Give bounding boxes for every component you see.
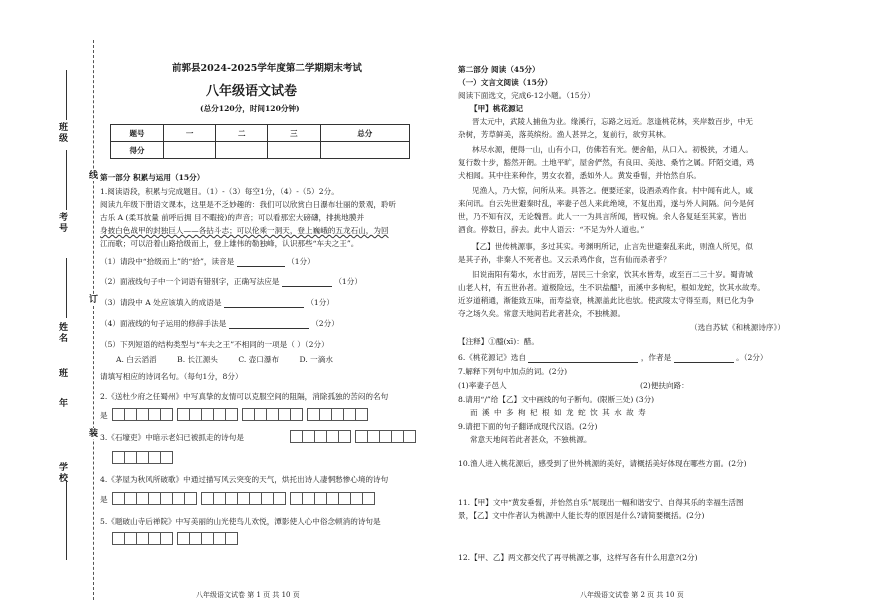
page-footer-left: 八年级语文试卷 第 1 页 共 10 页 [196, 591, 300, 599]
score-input[interactable] [164, 142, 216, 159]
question-9: 9.请把下面的句子翻译成现代汉语。(2分) [458, 422, 598, 431]
passage-jia-title: 【甲】桃花源记 [470, 104, 524, 113]
question-text: ，作者是 [640, 353, 672, 362]
question-3: 3.《石壕吏》中暗示老妇已被抓走的诗句是 [100, 433, 244, 442]
option-b[interactable]: B. 长江源头 [177, 355, 218, 364]
subquestion-text: （4）面液线的句子运用的修辞手法是 [100, 319, 227, 328]
score-input[interactable] [268, 142, 320, 159]
question-11-line: 景，【乙】文中作者认为桃源中人能长寿的原因是什么?请简要概括。(2分) [458, 511, 705, 520]
question-9-text: 常意天地间若此者甚众，不独桃源。 [470, 435, 592, 444]
answer-blank[interactable] [224, 299, 304, 308]
answer-grid[interactable] [112, 532, 237, 545]
passage-jia-line: 晋太元中，武陵人捕鱼为业。缘溪行，忘路之远近。忽逢桃花林，夹岸数百步，中无 [472, 117, 753, 126]
sidebar-label-school: 学校 [57, 462, 67, 484]
sidebar-label-grade: 年 [57, 398, 67, 409]
question-4: 4.《茅屋为秋风所破歌》中通过描写风云突变的天气，烘托出诗人凄惘愁惨心境的诗句 [100, 475, 389, 484]
answer-grid[interactable] [112, 408, 367, 421]
part2-subheading: （一）文言文阅读（15分） [458, 78, 553, 87]
passage-line: 江而歌；可以沿着山路拾级而上，登上雄伟的勒独峰，认识那些“车夫之王”。 [100, 239, 359, 248]
passage-jia-line: 酒食。停数日，辞去。此中人语云：“不足为外人道也。” [458, 225, 645, 234]
passage-yi-line: 山老人村，有五世孙者。道极险远，生不识盐醯¹，而溪中多枸杞，根如龙蛇，饮其水故寿。 [458, 283, 765, 292]
question-11-line: 11.【甲】文中“黄发垂髫，并怡然自乐”展现出一幅和谐安宁、自得其乐的幸福生活图 [458, 498, 744, 507]
answer-grid[interactable] [112, 492, 374, 505]
sidebar-label-exam-no: 考号 [57, 212, 67, 234]
subquestion-text: （2）面液线句子中一个词语有错别字，正确写法应是 [100, 277, 280, 286]
subquestion-score: （2分） [311, 319, 339, 328]
passage-jia-line: 复行数十步，豁然开朗。土地平旷，屋舍俨然，有良田、美池、桑竹之属。阡陌交通，鸡 [458, 158, 755, 167]
score-cell: 三 [268, 125, 320, 142]
answer-blank[interactable] [674, 354, 734, 363]
binding-mark-ding: 订 [87, 294, 97, 305]
passage-line: 古乐 A (柔耳放量 前呼后拥 目不暇接)的声音；可以看那宏大磅礴，排挑地膜并 [100, 213, 365, 222]
passage-yi-line: 夺之场久矣。常意天地间若此者甚众，不独桃源。 [458, 309, 626, 318]
score-input[interactable] [216, 142, 268, 159]
passage-jia-line: 见渔人，乃大惊，问所从来。具答之。便要还家，设酒杀鸡作食。村中闻有此人，咸 [472, 186, 753, 195]
answer-blank[interactable] [282, 278, 332, 287]
binding-mark-zhuang: 装 [87, 428, 97, 439]
sidebar-label-class: 班级 [57, 122, 67, 144]
passage-line: 阅读九年级下册语文课本，这里是不乏妙趣的：我们可以欣赏白日瀑布壮丽的景观，聆听 [100, 200, 397, 209]
subquestion-text: （1）请段中“拾级而上”的“拾”，读音是 [100, 257, 235, 266]
subquestion-2 [100, 276, 362, 287]
part2-heading: 第二部分 阅读（45分） [458, 65, 540, 74]
question-7a: (1)率妻子邑人 [458, 381, 507, 390]
question-6 [458, 352, 767, 363]
subquestion-3 [100, 297, 334, 308]
score-cell: 二 [216, 125, 268, 142]
answer-grid[interactable] [112, 451, 172, 464]
poetry-instruction: 请填写相应的诗词名句。（每句1分，8分） [100, 372, 243, 381]
score-cell: 总分 [320, 125, 409, 142]
score-cell: 题号 [111, 125, 164, 142]
score-table [110, 124, 410, 159]
exam-title: 前郭县2024-2025学年度第二学期期末考试 [172, 63, 362, 74]
question-7b: (2)便扶向路： [640, 381, 689, 390]
subquestion-score: （1分） [306, 298, 334, 307]
paper-title: 八年级语文试卷 [206, 84, 298, 99]
page-footer-right: 八年级语文试卷 第 2 页 共 10 页 [580, 591, 684, 599]
question-4-end: 是 [100, 495, 108, 504]
passage-jia-line: 来问讯。自云先世避秦时乱，率妻子邑人来此绝境，不复出焉，遂与外人间隔。问今是何 [458, 199, 755, 208]
passage-yi-line: 近岁道稍通，渐能致五味，而寿益衰，桃源盖此比也欤。使武陵太守得至焉，则已化为争 [458, 296, 755, 305]
score-input[interactable] [320, 142, 409, 159]
option-d[interactable]: D. 一滴水 [299, 355, 333, 364]
score-cell: 得分 [111, 142, 164, 159]
part2-instruction: 阅读下面选文，完成6-12小题。（15分） [458, 91, 595, 100]
passage-source: （选自苏轼《和桃源诗序》） [690, 323, 785, 332]
part1-heading: 第一部分 积累与运用（15分） [100, 173, 205, 182]
question-8: 8.请用“/”给【乙】文中画线的句子断句。(限断三处) (3分) [458, 395, 655, 404]
question-2: 2.《送杜少府之任蜀州》中写真挚的友情可以克服空间的阻隔，消除孤独的苦闷的名句 [100, 392, 389, 401]
score-cell: 一 [164, 125, 216, 142]
sidebar-label-class-no: 班 [57, 368, 67, 379]
sidebar-blank-exam-no [66, 150, 67, 210]
question-score: 。（2分） [736, 353, 768, 362]
subquestion-5: （5）下列短语的结构类型与“车夫之王”不相同的一项是（ ）（2分） [100, 340, 329, 349]
answer-grid[interactable] [290, 430, 415, 443]
binding-line [93, 40, 94, 600]
question-12: 12.【甲、乙】两文都交代了再寻桃源之事，这样写各有什么用意?(2分) [458, 553, 698, 562]
question-5: 5.《题破山寺后禅院》中写美丽的山光使鸟儿欢悦，潭影使人心中俗念顿消的诗句是 [100, 517, 381, 526]
sidebar-blank-class [66, 70, 67, 120]
binding-mark-xian: 线 [87, 170, 97, 181]
question-2-end: 是 [100, 411, 108, 420]
passage-yi-line: 旧说南阳有菊水，水甘而芳，居民三十余家，饮其水皆寿，或至百二三十岁。蜀青城 [472, 270, 753, 279]
subquestion-score: （1分） [334, 277, 362, 286]
exam-info: (总分120分，时间120分钟) [200, 104, 300, 113]
passage-jia-line: 世，乃不知有汉，无论魏晋。此人一一为具言所闻，皆叹惋。余人各复延至其家，皆出 [458, 212, 747, 221]
answer-blank[interactable] [237, 258, 285, 267]
subquestion-score: （1分） [287, 257, 315, 266]
subquestion-4 [100, 318, 339, 329]
option-a[interactable]: A. 白云滔滔 [116, 355, 157, 364]
passage-jia-line: 杂树，芳草鲜美，落英缤纷。渔人甚异之，复前行，欲穷其林。 [458, 130, 671, 139]
option-c[interactable]: C. 壶口瀑布 [238, 355, 280, 364]
sidebar-blank-school [66, 480, 67, 560]
choice-options [116, 354, 333, 365]
passage-line: 身披白色战甲的封独巨人——各拈斗志；可以伦乘一洞天，登上巍峨的五龙石山，为回 [100, 226, 389, 235]
question-10: 10.渔人进入桃花源后，感受到了世外桃源的美好，请概括美好体现在哪些方面。(2分) [458, 459, 747, 468]
passage-yi-line: 是其子孙，非秦人不死者也。又云杀鸡作食，岂有仙而杀者乎？ [458, 255, 671, 264]
subquestion-1 [100, 256, 315, 267]
passage-jia-line: 犬相闻。其中往来种作，男女衣着，悉如外人。黄发垂髫，并怡然自乐。 [458, 171, 701, 180]
question-1: 1.阅读语段，积累与完成题目。（1）-（3）每空1分，（4）-（5）2分。 [100, 187, 339, 196]
question-text: 6.《桃花源记》选自 [458, 353, 526, 362]
question-7: 7.解释下列句中加点的词。(2分) [458, 367, 568, 376]
passage-jia-line: 林尽水源，便得一山，山有小口，仿佛若有光。便舍船，从口入。初极狭，才通人。 [472, 145, 753, 154]
sidebar-blank-name [66, 258, 67, 318]
sidebar-label-name: 姓名 [57, 322, 67, 344]
question-8-text: 而 溪 中 多 枸 杞 根 如 龙 蛇 饮 其 水 故 寿 [470, 408, 647, 417]
answer-blank[interactable] [229, 320, 309, 329]
subquestion-text: （3）请段中 A 处应该填入的成语是 [100, 298, 222, 307]
answer-blank[interactable] [528, 354, 638, 363]
passage-yi-line: 【乙】世传桃源事，多过其实。考渊明所记，止言先世避秦乱来此，则渔人所见，似 [472, 242, 753, 251]
passage-note: 【注释】①醯(xī)：醋。 [458, 337, 539, 346]
